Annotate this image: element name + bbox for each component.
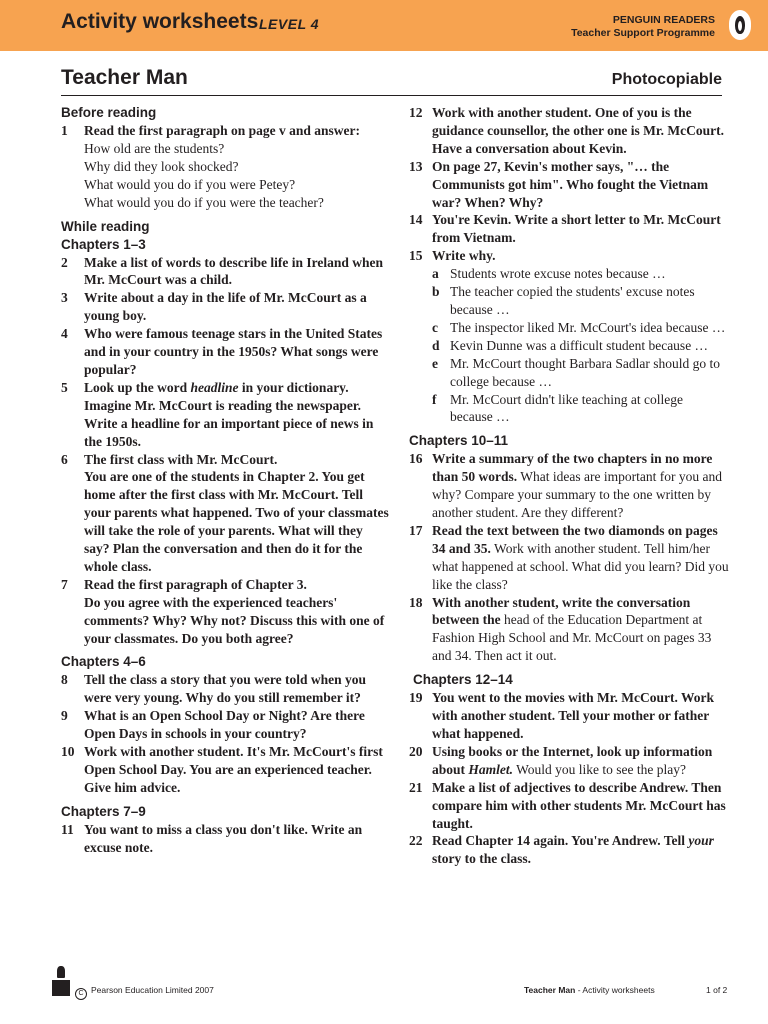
question bbox=[409, 743, 729, 779]
question bbox=[61, 821, 391, 857]
pearson-longman-logo-icon bbox=[52, 966, 70, 996]
question bbox=[61, 254, 391, 290]
question-text: The first class with Mr. McCourt. bbox=[84, 451, 278, 467]
question-text: You're Kevin. Write a short letter to Mr. McCourt from Vietnam. bbox=[432, 212, 721, 246]
question bbox=[409, 779, 729, 833]
question-text bbox=[432, 832, 729, 868]
sub-item-letter: c bbox=[432, 319, 438, 335]
question-number: 15 bbox=[409, 248, 423, 264]
publisher-brand bbox=[571, 14, 715, 40]
question-text-bold: Using books or the Internet, look up information about bbox=[432, 743, 713, 777]
question-number: 18 bbox=[409, 594, 423, 610]
question bbox=[61, 325, 391, 379]
left-column bbox=[61, 104, 391, 857]
sub-item-text: Kevin Dunne was a difficult student because … bbox=[450, 337, 709, 353]
question bbox=[409, 689, 729, 743]
brand-line-1: PENGUIN READERS bbox=[612, 14, 715, 26]
question-text: Read the first paragraph on page v and answer: bbox=[84, 123, 361, 138]
question-number: 11 bbox=[61, 821, 74, 837]
photocopiable-label: Photocopiable bbox=[611, 71, 722, 88]
question-text bbox=[432, 594, 729, 666]
question bbox=[61, 707, 391, 743]
question-text-part: story to the class. bbox=[432, 851, 531, 867]
question bbox=[61, 743, 391, 797]
question-number: 22 bbox=[409, 833, 423, 849]
question bbox=[61, 576, 391, 648]
copyright-icon: C bbox=[75, 988, 87, 1000]
question bbox=[409, 158, 729, 212]
sub-item-letter: e bbox=[432, 355, 438, 371]
sub-item-text: The teacher copied the students' excuse notes because … bbox=[450, 284, 695, 317]
question-text-part: Look up the word bbox=[84, 379, 191, 395]
question-line: How old are the students? bbox=[84, 140, 225, 156]
question-number: 12 bbox=[409, 105, 423, 120]
question-number: 6 bbox=[61, 451, 68, 467]
chapter-heading: Chapters 7–9 bbox=[61, 803, 146, 819]
question-number: 13 bbox=[409, 158, 423, 174]
question-emphasis: your bbox=[688, 833, 714, 849]
question-number: 2 bbox=[61, 254, 68, 270]
question-text-part: Would you like to see the play? bbox=[513, 761, 687, 777]
question-text: On page 27, Kevin's mother says, "… the Communists got him". Who fought the Vietnam war? When? Why? bbox=[432, 158, 709, 210]
question bbox=[409, 104, 729, 158]
question bbox=[409, 450, 729, 522]
series-title: Activity worksheets bbox=[61, 10, 259, 33]
section-heading: While reading bbox=[61, 218, 150, 234]
page-number: 1 of 2 bbox=[706, 985, 728, 995]
question-line: What would you do if you were Petey? bbox=[84, 176, 296, 192]
question-text: You went to the movies with Mr. McCourt. Work with another student. Tell your mother or father what happened. bbox=[432, 690, 714, 741]
chapter-heading: Chapters 12–14 bbox=[413, 672, 513, 688]
sub-item bbox=[432, 337, 729, 355]
sub-item-letter: d bbox=[432, 337, 440, 353]
header-bar bbox=[0, 0, 768, 51]
sub-item-letter: b bbox=[432, 284, 440, 300]
question-text: Write about a day in the life of Mr. McCourt as a young boy. bbox=[84, 290, 367, 324]
question-text bbox=[432, 450, 729, 522]
question-number: 3 bbox=[61, 290, 68, 306]
question-text-part: head of the Education Department at Fashion High School and Mr. McCourt on pages 33 and 34. Then act it out. bbox=[432, 612, 712, 664]
sub-item bbox=[432, 319, 729, 337]
question bbox=[61, 451, 391, 576]
question-number: 1 bbox=[61, 123, 68, 138]
question bbox=[61, 289, 391, 325]
question-text: Tell the class a story that you were told when you were very young. Why do you still remember it? bbox=[84, 672, 367, 706]
chapter-heading: Chapters 1–3 bbox=[61, 236, 146, 252]
question-text: Write why. bbox=[432, 248, 496, 264]
question-text: Read the first paragraph of Chapter 3. bbox=[84, 576, 307, 592]
question bbox=[61, 379, 391, 451]
sub-item-text: The inspector liked Mr. McCourt's idea because … bbox=[450, 319, 726, 335]
question bbox=[409, 211, 729, 247]
question-line: What would you do if you were the teacher? bbox=[84, 194, 324, 210]
question-text: Who were famous teenage stars in the United States and in your country in the 1950s? What songs were popular? bbox=[84, 326, 383, 377]
question-text: You want to miss a class you don't like. Write an excuse note. bbox=[84, 821, 363, 855]
copyright-text: Pearson Education Limited 2007 bbox=[91, 985, 214, 995]
sub-item-letter: f bbox=[432, 391, 437, 407]
sub-item bbox=[432, 391, 729, 427]
question bbox=[409, 594, 729, 666]
question-number: 21 bbox=[409, 779, 423, 795]
chapter-heading: Chapters 4–6 bbox=[61, 654, 146, 670]
question-text-part: Read Chapter 14 again. You're Andrew. Tell bbox=[432, 833, 689, 849]
question-text bbox=[432, 522, 729, 594]
question-number: 10 bbox=[61, 744, 75, 760]
question-text: Make a list of adjectives to describe Andrew. Then compare him with other students Mr. McCourt has taught. bbox=[432, 779, 726, 831]
question-number: 17 bbox=[409, 522, 423, 538]
question-number: 16 bbox=[409, 451, 423, 467]
question-number: 19 bbox=[409, 690, 423, 706]
question-number: 20 bbox=[409, 743, 423, 759]
question bbox=[409, 832, 729, 868]
question-text: Work with another student. It's Mr. McCourt's first Open School Day. You are an experienced teacher. Give him advice. bbox=[84, 744, 383, 795]
question bbox=[61, 671, 391, 707]
footer-doc-title: Teacher Man bbox=[524, 985, 576, 995]
sub-item-letter: a bbox=[432, 266, 439, 282]
sub-item-text: Students wrote excuse notes because … bbox=[450, 266, 666, 282]
question-emphasis: Hamlet. bbox=[468, 761, 514, 777]
sub-item bbox=[432, 265, 729, 283]
question bbox=[409, 247, 729, 426]
question-text: Do you agree with the experienced teachers' comments? Why? Why not? Discuss this with one of your classmates. Do you both agree? bbox=[84, 594, 385, 646]
sub-item bbox=[432, 283, 729, 319]
sub-item-text: Mr. McCourt thought Barbara Sadlar should go to college because … bbox=[450, 355, 720, 389]
sub-item-text: Mr. McCourt didn't like teaching at college because … bbox=[450, 391, 684, 425]
question-text: Make a list of words to describe life in Ireland when Mr. McCourt was a child. bbox=[84, 254, 383, 288]
penguin-logo-icon bbox=[729, 10, 751, 40]
question-text-part: in your dictionary. Imagine Mr. McCourt is reading the newspaper. Write a headline for an important piece of news in the 1950s. bbox=[84, 379, 374, 449]
copyright-notice bbox=[75, 985, 214, 1000]
question-text: You are one of the students in Chapter 2. You get home after the first class with Mr. McCourt. Tell your parents what happened. Two of your classmates will take the role of your parents. What will they say? Plan the conversation and then do it for the whole class. bbox=[84, 469, 389, 574]
question-number: 7 bbox=[61, 576, 68, 592]
question-number: 4 bbox=[61, 326, 68, 342]
question-text bbox=[432, 743, 729, 779]
question-text-bold: With another student, write the conversation between the bbox=[432, 594, 691, 628]
footer-doc-subtitle: - Activity worksheets bbox=[575, 985, 655, 995]
sub-item bbox=[432, 355, 729, 391]
question-number: 14 bbox=[409, 212, 423, 228]
question-text: What is an Open School Day or Night? Are there Open Days in schools in your country? bbox=[84, 708, 365, 742]
question-text-part: What ideas are important for you and why? Compare your summary to the one written by another student. Are they different? bbox=[432, 469, 722, 521]
level-label: LEVEL 4 bbox=[259, 16, 320, 32]
question-line: Why did they look shocked? bbox=[84, 158, 239, 174]
footer-title bbox=[524, 985, 655, 995]
question-number: 8 bbox=[61, 672, 68, 688]
question-text-bold: Write a summary of the two chapters in no more than 50 words. bbox=[432, 451, 713, 485]
right-column bbox=[409, 104, 729, 868]
question-text-part: Work with another student. Tell him/her what happened at school. What did you learn? Did you like the class? bbox=[432, 540, 729, 592]
page-title: Teacher Man bbox=[61, 66, 188, 89]
question-text bbox=[84, 379, 391, 451]
question-number: 5 bbox=[61, 379, 68, 395]
brand-line-2: Teacher Support Programme bbox=[571, 27, 715, 39]
section-heading: Before reading bbox=[61, 105, 157, 120]
question-text-bold: Read the text between the two diamonds on pages 34 and 35. bbox=[432, 522, 718, 556]
question-number: 9 bbox=[61, 708, 68, 724]
chapter-heading: Chapters 10–11 bbox=[409, 433, 509, 449]
question-emphasis: headline bbox=[190, 379, 239, 395]
question-text: Work with another student. One of you is the guidance counsellor, the other one is Mr. McCourt. Have a conversation about Kevin. bbox=[432, 105, 724, 156]
title-divider bbox=[61, 95, 722, 96]
question bbox=[409, 522, 729, 594]
question bbox=[61, 122, 391, 212]
